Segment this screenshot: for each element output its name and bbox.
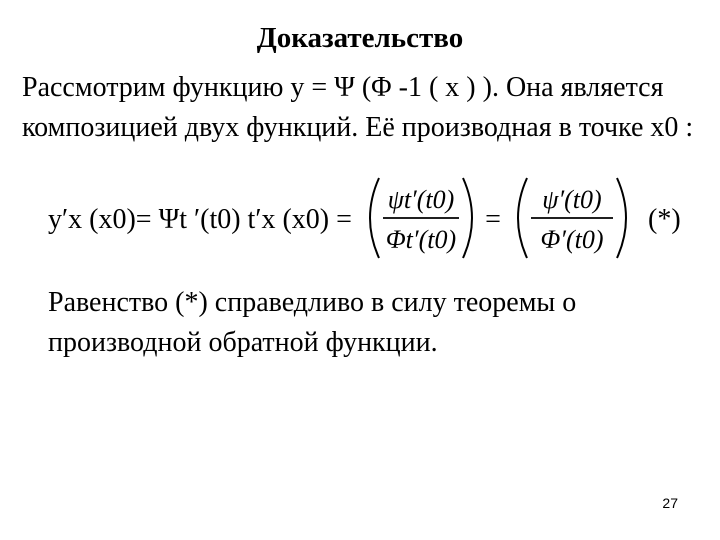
paren-right-2 [617, 178, 626, 258]
equals-sign: = [485, 204, 501, 235]
equation-tag: (*) [648, 204, 681, 235]
fraction1-denominator: Φt′(t0) [385, 225, 457, 254]
fraction2-numerator: ψ′(t0) [542, 185, 602, 214]
slide-title: Доказательство [256, 22, 464, 54]
paren-left-2 [518, 178, 527, 258]
fraction2-denominator: Φ′(t0) [540, 225, 604, 254]
page-number: 27 [662, 495, 678, 511]
fraction1-numerator: ψt′(t0) [387, 185, 455, 214]
paren-left-1 [370, 178, 379, 258]
paren-right-1 [463, 178, 472, 258]
conclusion-paragraph: Равенство (*) справедливо в силу теоремы о производной обратной функции. [48, 287, 577, 358]
fraction-formulas [355, 172, 645, 264]
derivative-formula-lhs: y′x (x0)= Ψt ′(t0) t′x (x0) = [48, 204, 352, 235]
intro-paragraph: Рассмотрим функцию y = Ψ (Φ -1 ( x ) ). Она является композицией двух функций. Её производная в точке x0 : [22, 72, 694, 143]
